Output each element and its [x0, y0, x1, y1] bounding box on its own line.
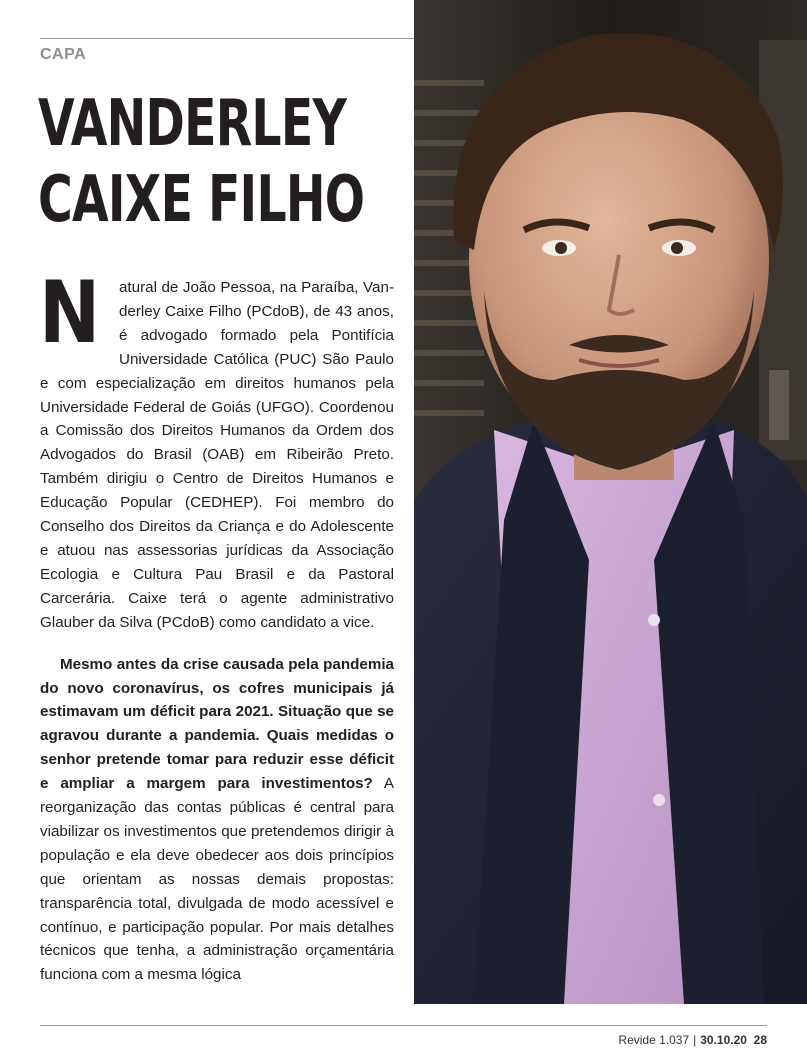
pupil-right: [671, 242, 683, 254]
intro-text: atural de João Pessoa, na Paraíba, Vanderley Caixe Filho (PCdoB), de 43 anos, é advogado formado pela Pontifícia Universidade Católica (PUC) São Paulo e com especialização em direitos humanos pela Universidade Federal de Goiás (UFGO). Coordenou a Comissão dos Direitos Humanos da Ordem dos Advogados do Brasil (OAB) em Ribeirão Preto. Também dirigiu o Centro de Direitos Humanos e Educação Popular (CEDHEP). Foi membro do Conselho dos Direitos da Criança e do Adolescente e atuou nas assessorias jurídicas da Associação Ecologia e Cultura Pau Brasil e da Pastoral Carcerária. Caixe terá o agente administrativo Glauber da Silva (PCdoB) como candidato a vice.: [40, 279, 394, 631]
shirt-button: [648, 614, 660, 626]
intro-paragraph: [39, 263, 394, 635]
pupil-left: [555, 242, 567, 254]
interview-question: Mesmo antes da crise causada pela pandemia do novo coronavírus, os cofres municipais já estimavam um déficit para 2021. Situação que se agravou durante a pandemia. Quais medidas o senhor pretende tomar para reduzir esse déficit e ampliar a margem para investimentos?: [40, 655, 394, 793]
interview-answer: A reorganização das contas públicas é central para viabilizar os investimentos que pretendemos dirigir à população e ela deve obedecer aos dois princípios que orientam as nossas demais propostas: transparência total, divulgada de modo acessível e contínuo, e participação popular. Por mais detalhes técnicos que tenha, a administração orçamentária funciona com a mesma lógica: [40, 775, 394, 984]
footer-separator: |: [693, 1033, 697, 1047]
article-body: [39, 263, 394, 987]
article-title: [38, 86, 364, 238]
portrait-illustration: [414, 0, 807, 1004]
issue-date: 30.10.20: [700, 1033, 747, 1047]
portrait-photo: [414, 0, 807, 1004]
shirt-button: [653, 794, 665, 806]
page-number: 28: [753, 1033, 767, 1047]
section-label: CAPA: [40, 46, 87, 63]
magazine-issue: Revide 1.037: [618, 1033, 690, 1047]
page-footer: [618, 1033, 767, 1047]
title-line-1: VANDERLEY: [38, 87, 347, 161]
bottom-divider: [40, 1025, 767, 1026]
title-line-2: CAIXE FILHO: [38, 163, 365, 237]
drop-cap: N: [39, 263, 101, 363]
top-divider: [40, 38, 414, 39]
interview-paragraph: [40, 653, 394, 988]
